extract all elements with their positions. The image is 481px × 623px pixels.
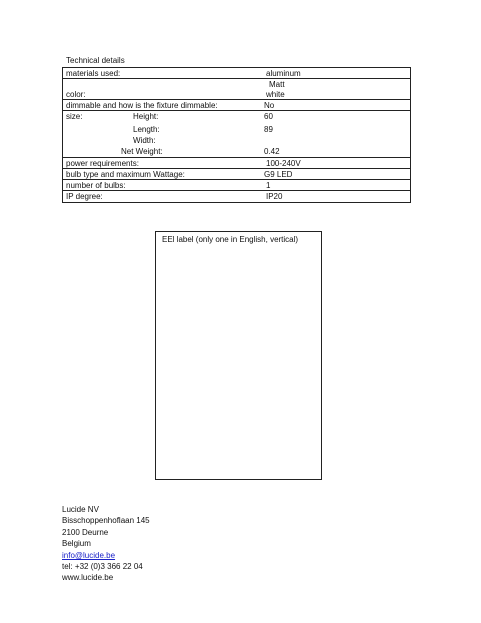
spec-row-bulbs-count [63, 180, 410, 191]
company-website: www.lucide.be [62, 573, 114, 583]
materials-value: aluminum [266, 69, 301, 78]
length-value: 89 [264, 125, 273, 134]
width-label: Width: [133, 136, 156, 145]
height-value: 60 [264, 112, 273, 121]
power-label: power requirements: [66, 159, 139, 168]
height-label: Height: [133, 112, 159, 121]
net-weight-value: 0.42 [264, 147, 280, 156]
company-address [62, 504, 150, 584]
spec-row-bulb-type [63, 169, 410, 180]
company-city: 2100 Deurne [62, 527, 109, 537]
email-link[interactable]: info@lucide.be [62, 550, 116, 560]
color-label: color: [66, 90, 86, 99]
bulbs-count-value: 1 [266, 181, 271, 190]
spec-row-dimmable [63, 100, 410, 111]
materials-label: materials used: [66, 69, 121, 78]
company-country: Belgium [62, 539, 91, 549]
bulb-type-value: G9 LED [264, 170, 293, 179]
eel-label-box [155, 231, 322, 480]
spec-row-power [63, 158, 410, 169]
eel-label-placeholder: EEl label (only one in English, vertical) [162, 235, 299, 244]
power-value: 100-240V [266, 159, 301, 168]
technical-details-table [62, 67, 411, 203]
ip-value: IP20 [266, 192, 283, 201]
company-street: Bisschoppenhoflaan 145 [62, 516, 150, 526]
color-value-line1: Matt [269, 80, 285, 89]
net-weight-label: Net Weight: [121, 147, 163, 156]
spec-row-color [63, 79, 410, 100]
dimmable-label: dimmable and how is the fixture dimmable: [66, 101, 218, 110]
company-phone: tel: +32 (0)3 366 22 04 [62, 562, 143, 572]
bulbs-count-label: number of bulbs: [66, 181, 126, 190]
spec-row-ip [63, 191, 410, 202]
color-value-line2: white [266, 90, 285, 99]
dimmable-value: No [264, 101, 275, 110]
company-name: Lucide NV [62, 505, 99, 514]
ip-label: IP degree: [66, 192, 103, 201]
spec-row-materials [63, 68, 410, 79]
bulb-type-label: bulb type and maximum Wattage: [66, 170, 185, 179]
size-label: size: [66, 112, 83, 121]
spec-row-size [63, 111, 410, 158]
section-title: Technical details [66, 56, 125, 65]
length-label: Length: [133, 125, 160, 134]
